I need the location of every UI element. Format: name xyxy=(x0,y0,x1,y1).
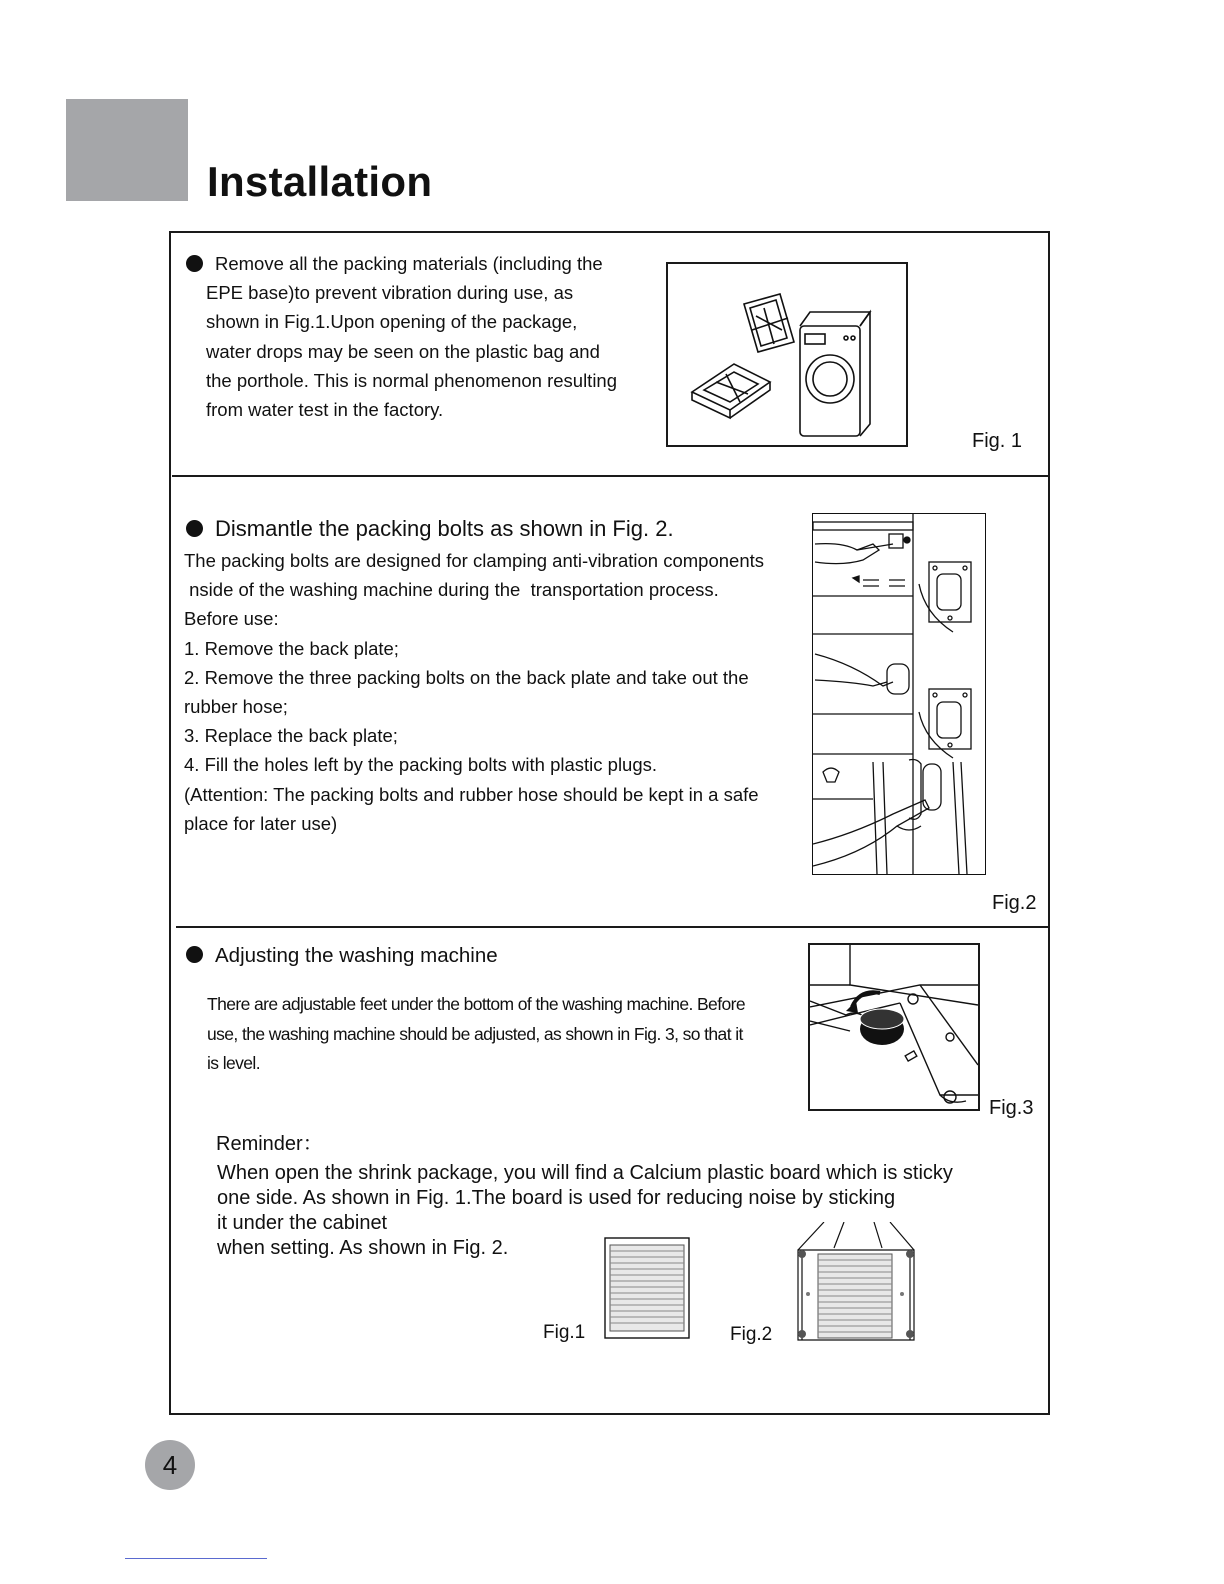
bullet-icon xyxy=(186,520,203,537)
section-divider-2 xyxy=(176,926,1048,928)
adjustable-feet-illustration xyxy=(810,945,978,1109)
section2-line: nside of the washing machine during the transportation process. xyxy=(184,579,719,601)
section2-heading-text: Dismantle the packing bolts as shown in Fig. 2. xyxy=(215,516,674,541)
board-under-cabinet-drawing xyxy=(794,1222,918,1346)
section-marker-block xyxy=(66,99,188,201)
page-number-badge xyxy=(145,1440,195,1490)
calcium-board-illustration xyxy=(604,1237,690,1339)
page-number: 4 xyxy=(162,1450,178,1480)
section1-line: the porthole. This is normal phenomenon resulting xyxy=(206,369,618,391)
section3-line: use, the washing machine should be adjusted, as shown in Fig. 3, so that it xyxy=(207,1023,743,1044)
section1-text xyxy=(186,249,646,424)
bullet-icon xyxy=(186,946,203,963)
section2-line: The packing bolts are designed for clamping anti-vibration components xyxy=(184,550,764,571)
calcium-plastic-board-drawing xyxy=(604,1237,690,1339)
section2-line: Before use: xyxy=(184,608,279,630)
section2-line: 2. Remove the three packing bolts on the back plate and take out the xyxy=(184,666,749,688)
section3-line: is level. xyxy=(207,1053,260,1073)
section2-line: 1. Remove the back plate; xyxy=(184,637,399,659)
washing-machine-unpacking-illustration xyxy=(668,264,906,445)
section3-text xyxy=(207,990,807,1079)
reminder-line: it under the cabinet xyxy=(217,1212,388,1234)
section1-line: EPE base)to prevent vibration during use, as xyxy=(206,282,574,304)
fig3-illustration-box xyxy=(808,943,980,1111)
reminder-fig2-label: Fig.2 xyxy=(730,1324,773,1345)
section2-text xyxy=(184,546,804,838)
section2-line: place for later use) xyxy=(184,812,338,834)
reminder-line: when setting. As shown in Fig. 2. xyxy=(217,1237,509,1259)
footer-rule xyxy=(125,1558,267,1559)
section2-line: rubber hose; xyxy=(184,696,288,718)
section1-line: water drops may be seen on the plastic bag and xyxy=(206,340,600,362)
section3-heading-text: Adjusting the washing machine xyxy=(215,944,498,967)
page-title: Installation xyxy=(207,158,433,205)
fig2-label: Fig.2 xyxy=(992,892,1037,914)
section3-heading xyxy=(186,942,498,970)
reminder-line: When open the shrink package, you will find a Calcium plastic board which is sticky xyxy=(217,1162,953,1184)
reminder-fig1-label: Fig.1 xyxy=(543,1322,586,1343)
section2-line: 4. Fill the holes left by the packing bolts with plastic plugs. xyxy=(184,754,658,776)
section1-line: Remove all the packing materials (including the xyxy=(215,253,603,274)
fig2-illustration-panel xyxy=(812,513,986,875)
section-divider-1 xyxy=(172,475,1048,477)
section3-line: There are adjustable feet under the bottom of the washing machine. Before xyxy=(207,994,745,1014)
reminder-line: one side. As shown in Fig. 1.The board is used for reducing noise by sticking xyxy=(217,1187,896,1209)
section2-line: (Attention: The packing bolts and rubber hose should be kept in a safe xyxy=(184,783,759,805)
cabinet-board-illustration xyxy=(794,1222,918,1346)
section1-line: from water test in the factory. xyxy=(206,399,444,421)
fig1-illustration-box xyxy=(666,262,908,447)
section2-heading xyxy=(186,514,674,544)
fig3-label: Fig.3 xyxy=(989,1097,1034,1119)
packing-bolts-removal-illustration xyxy=(813,514,985,874)
bullet-icon xyxy=(186,255,203,272)
reminder-heading: Reminder： xyxy=(216,1133,323,1155)
section2-line: 3. Replace the back plate; xyxy=(184,725,398,747)
fig1-label: Fig. 1 xyxy=(972,430,1023,452)
section1-line: shown in Fig.1.Upon opening of the package, xyxy=(206,311,578,333)
